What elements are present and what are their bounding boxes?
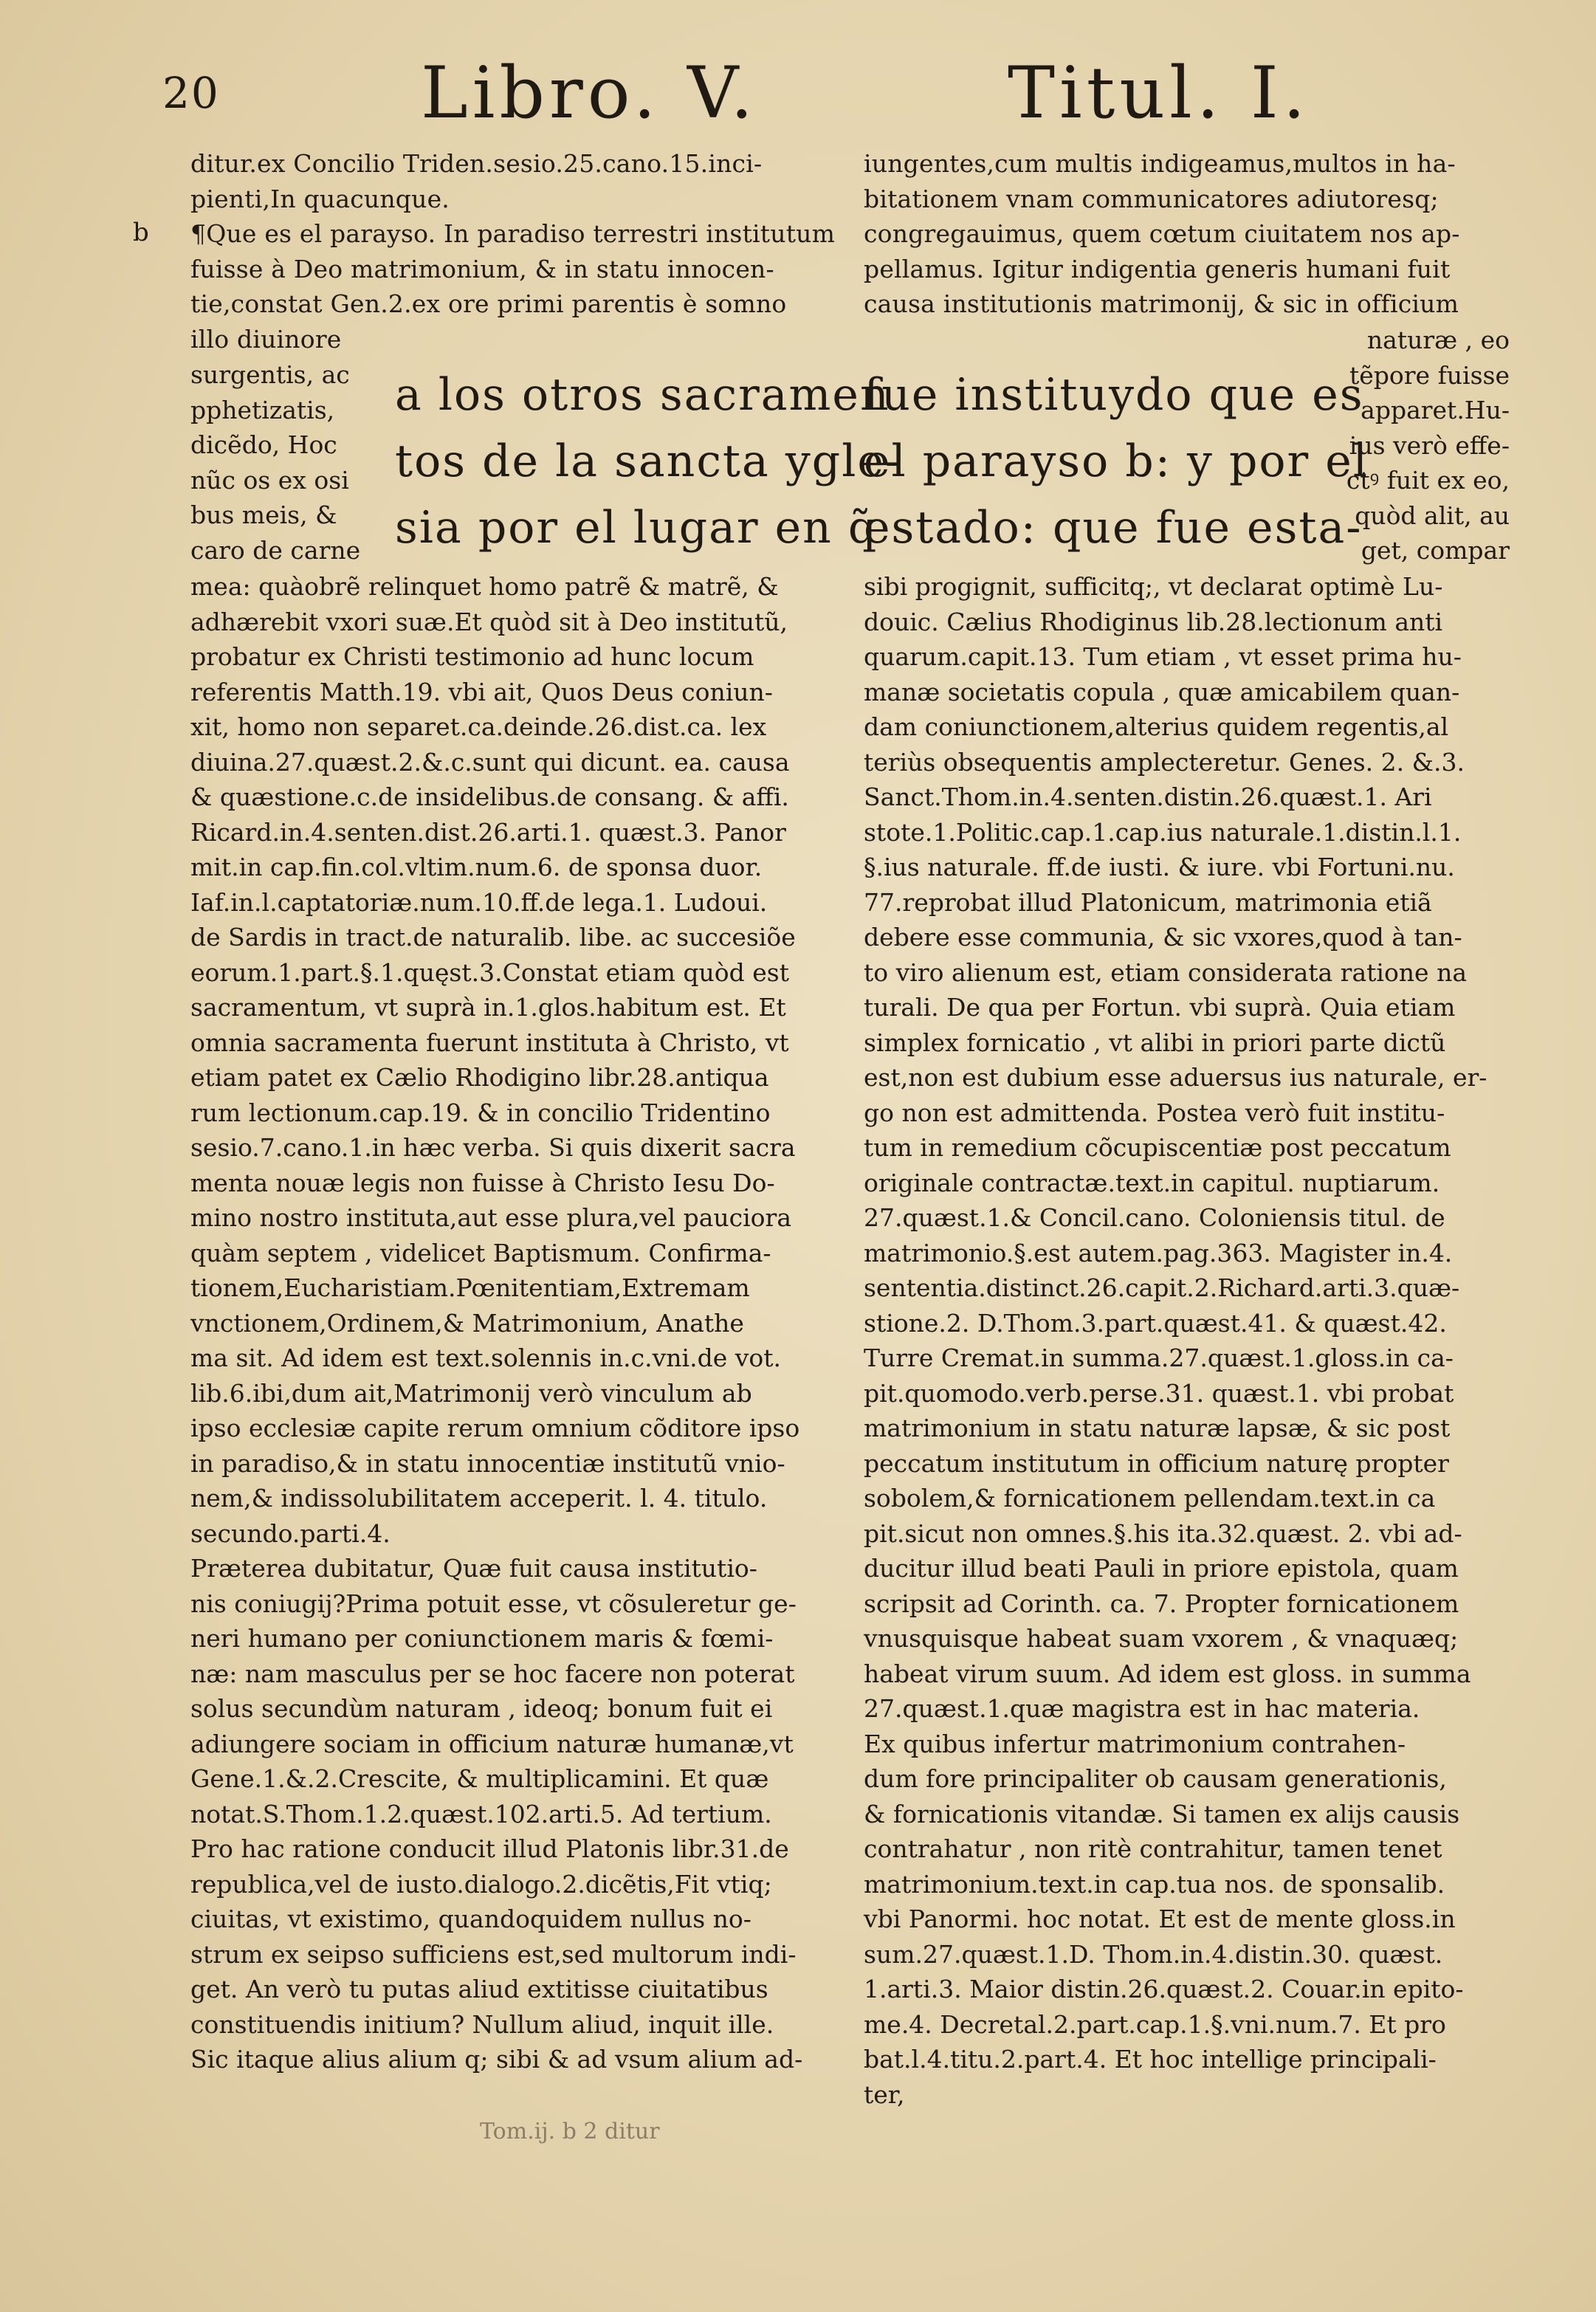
text-line: ma sit. Ad idem est text.solennis in.c.vni.de vot. [190, 1343, 781, 1372]
text-line: manæ societatis copula , quæ amicabilem quan- [864, 677, 1460, 706]
text-line: mit.in cap.fin.col.vltim.num.6. de sponsa duor. [190, 853, 763, 881]
text-line: ditur.ex Concilio Triden.sesio.25.cano.15.inci- [190, 149, 763, 178]
main-text-right [864, 362, 1369, 561]
running-title-left: Libro. V. [421, 52, 757, 134]
text-line: referentis Matth.19. vbi ait, Quos Deus coniun- [190, 677, 773, 706]
text-line: quarum.capit.13. Tum etiam , vt esset prima hu- [864, 642, 1462, 671]
main-text-line: estado: que fue esta- [864, 502, 1363, 554]
text-line: dum fore principaliter ob causam generationis, [864, 1764, 1447, 1793]
text-line: rum lectionum.cap.19. & in concilio Tridentino [190, 1098, 771, 1127]
text-line: sacramentum, vt suprà in.1.glos.habitum est. Et [190, 993, 786, 1022]
text-line: sobolem,& fornicationem pellendam.text.in ca [864, 1484, 1436, 1513]
text-line: Turre Cremat.in summa.27.quæst.1.gloss.in ca- [864, 1343, 1454, 1372]
text-line: 27.quæst.1.quæ magistra est in hac materia. [864, 1694, 1420, 1723]
text-line: vnusquisque habeat suam vxorem , & vnaquæq; [864, 1624, 1459, 1653]
text-line: contrahatur , non ritè contrahitur, tamen tenet [864, 1834, 1442, 1863]
main-text-line: sia por el lugar en q̃ [395, 502, 878, 554]
bleed-through-text: Tom.ij. b 2 ditur [480, 2119, 660, 2144]
text-line: simplex fornicatio , vt alibi in priori parte dictũ [864, 1028, 1446, 1057]
text-line: iungentes,cum multis indigeamus,multos in ha- [864, 149, 1456, 178]
right-column-top [864, 146, 1499, 322]
text-line: get. An verò tu putas aliud extitisse ciuitatibus [190, 1975, 768, 2003]
text-line: surgentis, ac [190, 360, 350, 389]
text-line: vnctionem,Ordinem,& Matrimonium, Anathe [190, 1308, 744, 1338]
text-line: debere esse communia, & sic vxores,quod à tan- [864, 923, 1462, 952]
text-line: ciuitas, vt existimo, quandoquidem nullus no- [190, 1905, 751, 1933]
text-line: Iaf.in.l.captatoriæ.num.10.ff.de lega.1. Ludoui. [190, 887, 768, 917]
text-line: matrimonio.§.est autem.pag.363. Magister in.4. [864, 1238, 1453, 1267]
text-line: quàm septem , videlicet Baptismum. Confirma- [190, 1238, 771, 1267]
text-line: peccatum institutum in officium naturę propter [864, 1448, 1449, 1478]
text-line: in paradiso,& in statu innocentiæ institutũ vnio- [190, 1448, 785, 1478]
text-line: sententia.distinct.26.capit.2.Richard.arti.3.quæ- [864, 1273, 1460, 1302]
text-line: mea: quàobrẽ relinquet homo patrẽ & matrẽ, & [190, 572, 779, 601]
text-line: Ex quibus infertur matrimonium contrahen- [864, 1729, 1406, 1758]
text-line: Gene.1.&.2.Crescite, & multiplicamini. Et quæ [190, 1764, 769, 1793]
text-line: sesio.7.cano.1.in hæc verba. Si quis dixerit sacra [190, 1133, 796, 1162]
text-line: caro de carne [190, 535, 361, 565]
text-line: republica,vel de iusto.dialogo.2.dicẽtis,Fit vtiq; [190, 1869, 772, 1899]
page-header [162, 52, 1491, 133]
text-line: bus meis, & [190, 500, 337, 529]
text-line: tum in remedium cõcupiscentiæ post peccatum [864, 1133, 1451, 1162]
text-line: ¶Que es el parayso. In paradiso terrestri institutum [190, 219, 836, 248]
text-line: go non est admittenda. Postea verò fuit institu- [864, 1098, 1445, 1127]
text-line: 27.quæst.1.& Concil.cano. Coloniensis titul. de [864, 1203, 1445, 1232]
text-line: pphetizatis, [190, 395, 335, 424]
text-line: congregauimus, quem cœtum ciuitatem nos ap- [864, 219, 1460, 248]
left-column-bottom [190, 569, 825, 2077]
text-line: Præterea dubitatur, Quæ fuit causa institutio- [190, 1554, 757, 1583]
text-line: teriùs obsequentis amplecteretur. Genes. 2. &.3. [864, 747, 1465, 777]
text-line: nem,& indissolubilitatem acceperit. l. 4. titulo. [190, 1484, 768, 1513]
page-number: 20 [162, 68, 220, 118]
text-line: to viro alienum est, etiam considerata ratione na [864, 957, 1468, 987]
main-text-left [395, 362, 901, 561]
text-line: 1.arti.3. Maior distin.26.quæst.2. Couar.in epito- [864, 1975, 1464, 2003]
text-line: illo diuinore [190, 324, 342, 354]
text-line: quòd alit, au [1355, 500, 1510, 530]
text-line: turali. De qua per Fortun. vbi suprà. Quia etiam [864, 993, 1456, 1022]
text-line: pellamus. Igitur indigentia generis humani fuit [864, 254, 1451, 283]
text-line: pit.quomodo.verb.perse.31. quæst.1. vbi probat [864, 1378, 1454, 1408]
text-line: probatur ex Christi testimonio ad hunc locum [190, 642, 754, 671]
right-column-bottom [864, 569, 1506, 2112]
text-line: neri humano per coniunctionem maris & fœmi- [190, 1624, 774, 1653]
text-line: omnia sacramenta fuerunt instituta à Christo, vt [190, 1028, 789, 1057]
text-line: Pro hac ratione conducit illud Platonis libr.31.de [190, 1834, 789, 1863]
text-line: habeat virum suum. Ad idem est gloss. in summa [864, 1659, 1471, 1688]
left-column-top [190, 146, 825, 216]
text-line: dicẽdo, Hoc [190, 430, 337, 459]
text-line: diuina.27.quæst.2.&.c.sunt qui dicunt. ea. causa [190, 747, 790, 777]
main-text-line: tos de la sancta ygle- [395, 436, 902, 487]
text-line: eorum.1.part.§.1.quęst.3.Constat etiam quòd est [190, 957, 789, 987]
main-text-line: a los otros sacramen [395, 369, 890, 421]
text-line: secundo.parti.4. [190, 1518, 391, 1548]
text-line: matrimonium in statu naturæ lapsæ, & sic post [864, 1414, 1451, 1442]
text-line: stione.2. D.Thom.3.part.quæst.41. & quæst.42. [864, 1308, 1447, 1338]
running-title-right: Titul. I. [1008, 52, 1310, 134]
text-line: matrimonium.text.in cap.tua nos. de sponsalib. [864, 1869, 1445, 1899]
text-line: menta nouæ legis non fuisse à Christo Iesu Do- [190, 1168, 775, 1197]
text-line: Sic itaque alius alium q; sibi & ad vsum alium ad- [190, 2045, 803, 2074]
text-line: etiam patet ex Cælio Rhodigino libr.28.antiqua [190, 1063, 769, 1092]
text-line: get, compar [1361, 536, 1510, 565]
text-line: adiungere sociam in officium naturæ humanæ,vt [190, 1729, 794, 1758]
text-line: solus secundùm naturam , ideoq; bonum fuit ei [190, 1694, 773, 1723]
text-line: Sanct.Thom.in.4.senten.distin.26.quæst.1. Ari [864, 782, 1432, 811]
text-line: est,non est dubium esse aduersus ius naturale, er- [864, 1063, 1487, 1092]
text-line: ipso ecclesiæ capite rerum omnium cõditore ipso [190, 1414, 800, 1442]
text-line: §.ius naturale. ff.de iusti. & iure. vbi Fortuni.nu. [864, 853, 1455, 881]
text-line: scripsit ad Corinth. ca. 7. Propter fornicationem [864, 1589, 1459, 1618]
text-line: mino nostro instituta,aut esse plura,vel pauciora [190, 1203, 791, 1232]
text-line: douic. Cælius Rhodiginus lib.28.lectionum anti [864, 607, 1443, 636]
text-line: nis coniugij?Prima potuit esse, vt cõsuleretur ge- [190, 1589, 797, 1618]
text-line: næ: nam masculus per se hoc facere non poterat [190, 1659, 795, 1688]
text-line: pit.sicut non omnes.§.his ita.32.quæst. 2. vbi ad- [864, 1518, 1462, 1548]
main-text-line: fue instituydo que es [864, 369, 1364, 421]
text-line: me.4. Decretal.2.part.cap.1.§.vni.num.7. Et pro [864, 2009, 1446, 2039]
text-line: dam coniunctionem,alterius quidem regentis,al [864, 712, 1449, 741]
text-line: bat.l.4.titu.2.part.4. Et hoc intellige principali- [864, 2045, 1437, 2074]
text-line: & fornicationis vitandæ. Si tamen ex alijs causis [864, 1799, 1460, 1828]
text-line: 77.reprobat illud Platonicum, matrimonia etiã [864, 887, 1432, 917]
text-line: xit, homo non separet.ca.deinde.26.dist.ca. lex [190, 712, 767, 741]
text-line: fuisse à Deo matrimonium, & in statu innocen- [190, 254, 774, 283]
text-line: tẽpore fuisse [1349, 360, 1510, 390]
text-line: & quæstione.c.de insidelibus.de consang. & affi. [190, 782, 789, 811]
text-line: sibi progignit, sufficitq;, vt declarat optimè Lu- [864, 572, 1443, 601]
text-line: constituendis initium? Nullum aliud, inquit ille. [190, 2009, 774, 2039]
text-line: pienti,In quacunque. [190, 184, 450, 213]
text-line: tionem,Eucharistiam.Pœnitentiam,Extremam [190, 1273, 750, 1302]
main-text-line: el parayso b: y por el [864, 436, 1369, 487]
text-line: ius verò effe- [1349, 430, 1510, 460]
text-line: strum ex seipso sufficiens est,sed multorum indi- [190, 1939, 797, 1969]
text-line: apparet.Hu- [1361, 396, 1510, 424]
text-line: ter, [864, 2079, 905, 2109]
text-line: adhærebit vxori suæ.Et quòd sit à Deo institutũ, [190, 607, 788, 636]
text-line: ducitur illud beati Pauli in priore epistola, quam [864, 1554, 1459, 1583]
text-line: vbi Panormi. hoc notat. Et est de mente gloss.in [864, 1905, 1456, 1933]
text-line: originale contractæ.text.in capitul. nuptiarum. [864, 1168, 1440, 1197]
text-line: lib.6.ibi,dum ait,Matrimonij verò vinculum ab [190, 1378, 752, 1408]
left-side-lines [190, 357, 382, 568]
text-line: causa institutionis matrimonij, & sic in officium [864, 289, 1459, 318]
note-marker: b [133, 218, 149, 247]
text-line: tie,constat Gen.2.ex ore primi parentis è somno [190, 289, 787, 318]
text-line: nũc os ex osi [190, 465, 349, 495]
text-line: naturæ , eo [1366, 326, 1510, 354]
text-line: stote.1.Politic.cap.1.cap.ius naturale.1.distin.l.1. [864, 817, 1462, 847]
right-side-lines [1310, 323, 1510, 568]
text-line: sum.27.quæst.1.D. Thom.in.4.distin.30. quæst. [864, 1939, 1443, 1969]
text-line: de Sardis in tract.de naturalib. libe. ac succesiõe [190, 923, 796, 952]
text-line: Ricard.in.4.senten.dist.26.arti.1. quæst.3. Panor [190, 817, 786, 847]
text-line: bitationem vnam communicatores adiutoresq; [864, 184, 1439, 213]
left-column-note [190, 216, 836, 357]
text-line: ctꝰ fuit ex eo, [1346, 466, 1510, 495]
text-line: notat.S.Thom.1.2.quæst.102.arti.5. Ad tertium. [190, 1799, 772, 1828]
